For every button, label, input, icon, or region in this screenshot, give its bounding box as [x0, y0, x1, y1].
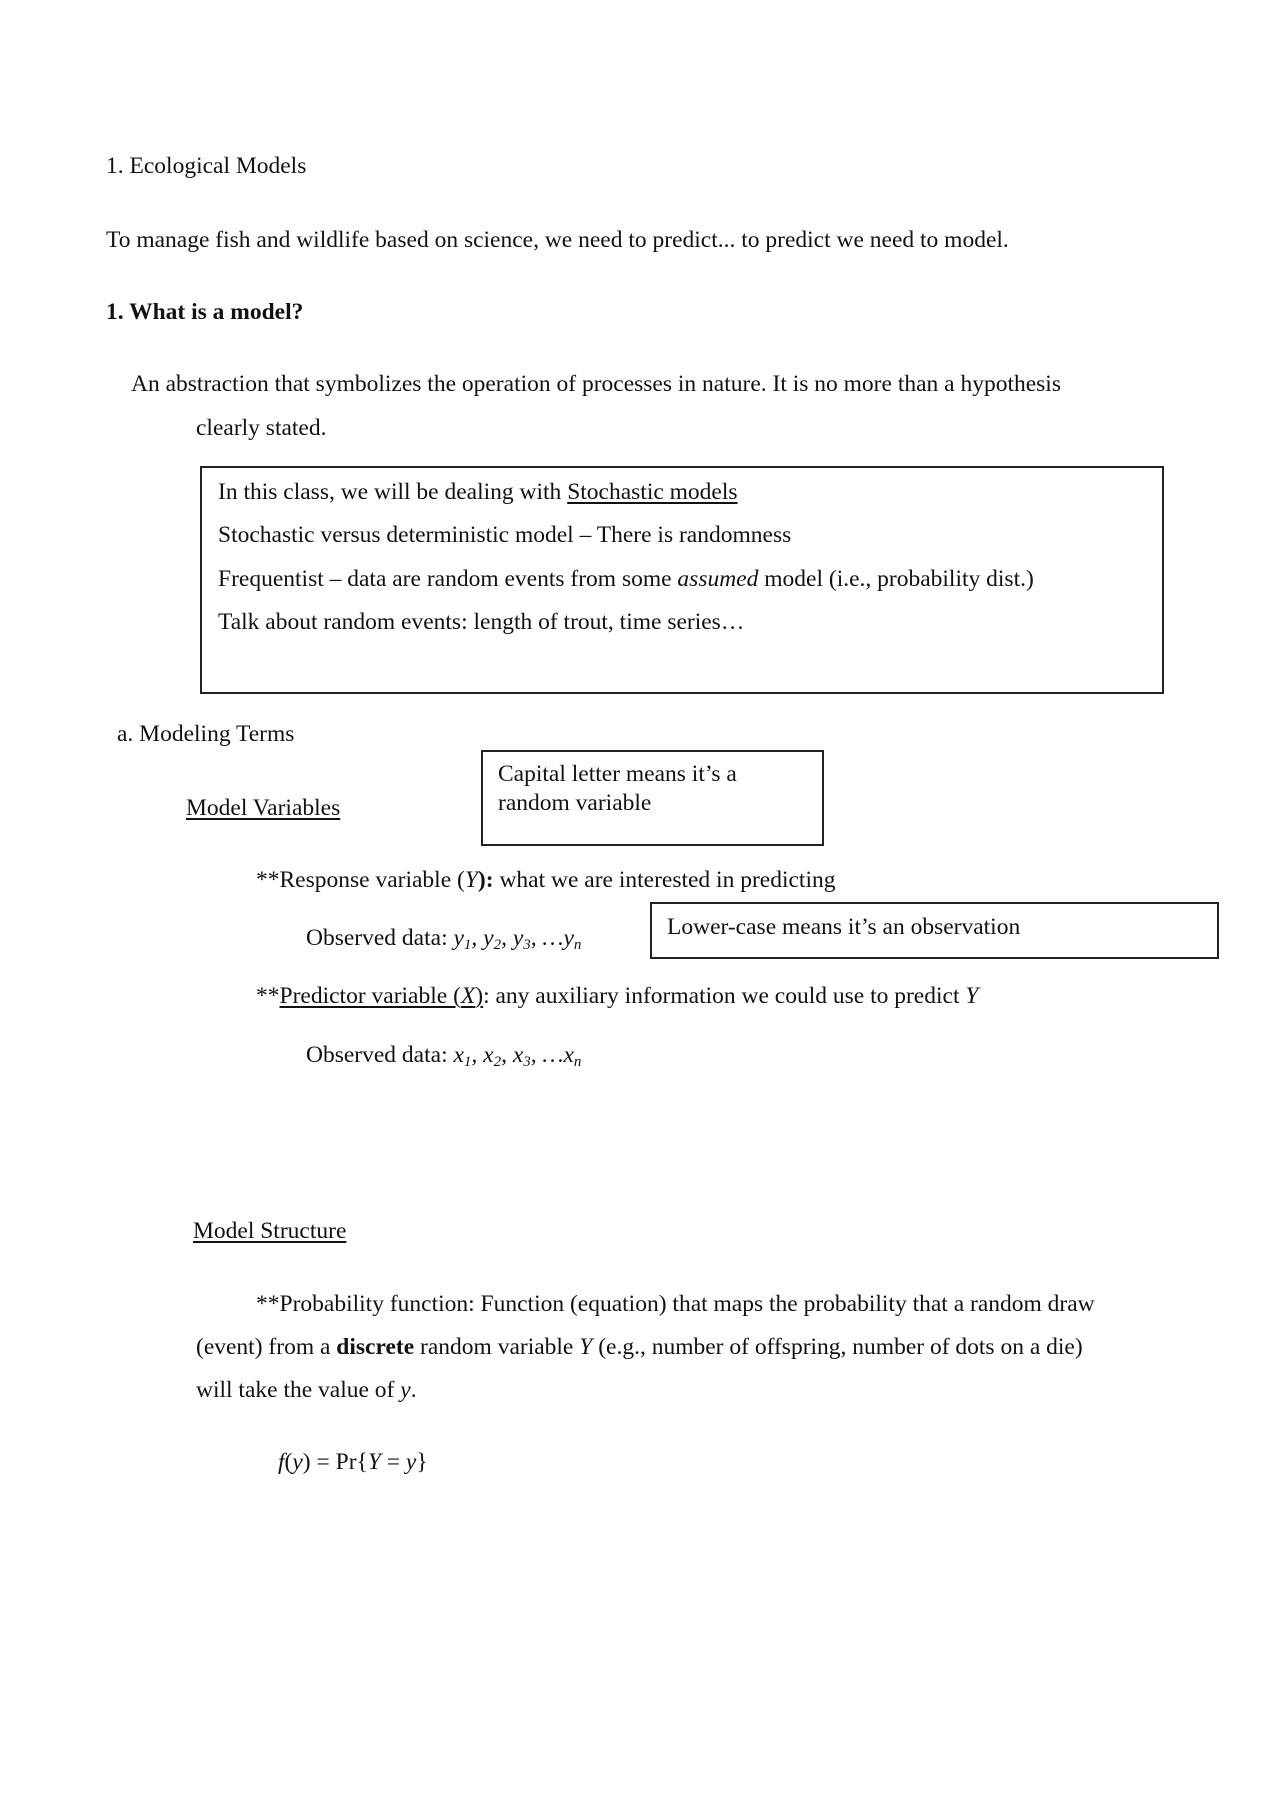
response-close: ): [477, 867, 494, 893]
predictor-link-close: ) [475, 983, 484, 1009]
pf-line2-prefix: (event) from a [196, 1334, 337, 1360]
response-variable-line [256, 866, 835, 894]
x-term: x [483, 1042, 494, 1068]
formula-eq: = [380, 1449, 406, 1475]
lowercase-note-text: Lower-case means it’s an observation [667, 914, 1021, 940]
formula-close: } [416, 1449, 428, 1475]
predictor-prefix: ** [256, 983, 280, 1009]
pf-line2-suffix: (e.g., number of offspring, number of dots on a die) [592, 1334, 1083, 1360]
capital-note-line-1: Capital letter means it’s a [498, 761, 737, 787]
x-sep: , [501, 1042, 513, 1068]
observed-y-terms [453, 925, 581, 951]
y-sep: , … [530, 925, 564, 951]
response-prefix: **Response variable ( [256, 867, 465, 893]
pf-line2-var: Y [579, 1334, 593, 1360]
x-term: x [563, 1042, 574, 1068]
y-sub: 2 [493, 937, 502, 953]
definition-line-1: An abstraction that symbolizes the operation of processes in nature. It is no more than a hypothesis [131, 371, 1061, 397]
capital-letter-note-box [481, 750, 824, 846]
formula-y2: y [405, 1449, 417, 1475]
predictor-target: Y [965, 983, 979, 1009]
x-term: x [453, 1042, 464, 1068]
formula-mid: ) = Pr{ [302, 1449, 368, 1475]
formula-Y: Y [367, 1449, 381, 1475]
box-line-2: Stochastic versus deterministic model – There is randomness [218, 522, 792, 548]
y-sub: 1 [463, 937, 472, 953]
stochastic-models-term: Stochastic models [567, 479, 738, 505]
observed-x-label: Observed data: [306, 1042, 454, 1068]
x-term: x [512, 1042, 524, 1068]
lowercase-note-box [650, 902, 1219, 959]
y-sub: 3 [523, 937, 531, 953]
predictor-link-text: Predictor variable ( [279, 983, 461, 1009]
x-sub: n [573, 1054, 582, 1070]
pf-line2-mid: random variable [414, 1334, 580, 1360]
heading-ecological-models: 1. Ecological Models [106, 153, 307, 179]
stochastic-models-box [200, 466, 1164, 694]
x-sep: , [471, 1042, 484, 1068]
pf-line3-suffix: . [410, 1377, 417, 1403]
predictor-variable-line [256, 982, 978, 1010]
x-sub: 3 [523, 1054, 531, 1070]
box-line-3-suffix: model (i.e., probability dist.) [758, 566, 1034, 592]
predictor-term [280, 983, 484, 1009]
observed-y-line [306, 924, 581, 952]
box-line-1 [218, 478, 738, 506]
x-sep: , … [530, 1042, 564, 1068]
response-var: Y [464, 867, 478, 893]
pf-line3-var: y [400, 1377, 411, 1403]
y-sub: n [573, 937, 582, 953]
assumed-emphasis: assumed [677, 566, 759, 592]
box-line-3-text: Frequentist – data are random events from some [218, 566, 678, 592]
observed-x-line [306, 1041, 581, 1069]
response-suffix: what we are interested in predicting [493, 867, 836, 893]
model-variables-heading: Model Variables [186, 795, 341, 821]
predictor-var: X [460, 983, 476, 1009]
subsection-modeling-terms: a. Modeling Terms [117, 721, 295, 747]
prob-function-line-3 [196, 1376, 417, 1404]
observed-y-label: Observed data: [306, 925, 454, 951]
y-term: y [483, 925, 494, 951]
pf-line3-prefix: will take the value of [196, 1377, 401, 1403]
observed-x-terms [453, 1042, 581, 1068]
box-line-1-text: In this class, we will be dealing with [218, 479, 568, 505]
probability-formula [278, 1448, 428, 1476]
y-term: y [512, 925, 524, 951]
intro-paragraph: To manage fish and wildlife based on science, we need to predict... to predict we need to model. [106, 227, 1009, 253]
y-sep: , [471, 925, 484, 951]
discrete-bold: discrete [336, 1334, 415, 1360]
model-structure-heading: Model Structure [193, 1218, 347, 1244]
formula-y1: y [292, 1449, 303, 1475]
y-term: y [453, 925, 464, 951]
definition-line-2: clearly stated. [196, 415, 327, 441]
prob-function-line-2 [196, 1333, 1083, 1361]
capital-note-line-2: random variable [498, 790, 652, 816]
box-line-3 [218, 565, 1034, 593]
predictor-suffix: : any auxiliary information we could use to predict [483, 983, 966, 1009]
x-sub: 2 [493, 1054, 502, 1070]
prob-function-line-1: **Probability function: Function (equation) that maps the probability that a random draw [256, 1291, 1095, 1317]
box-line-4: Talk about random events: length of trout, time series… [218, 609, 745, 635]
x-sub: 1 [463, 1054, 472, 1070]
formula-f: f [278, 1449, 285, 1475]
y-sep: , [501, 925, 513, 951]
formula-open: ( [284, 1449, 293, 1475]
section-title-what-is-model: 1. What is a model? [106, 299, 304, 325]
y-term: y [563, 925, 574, 951]
